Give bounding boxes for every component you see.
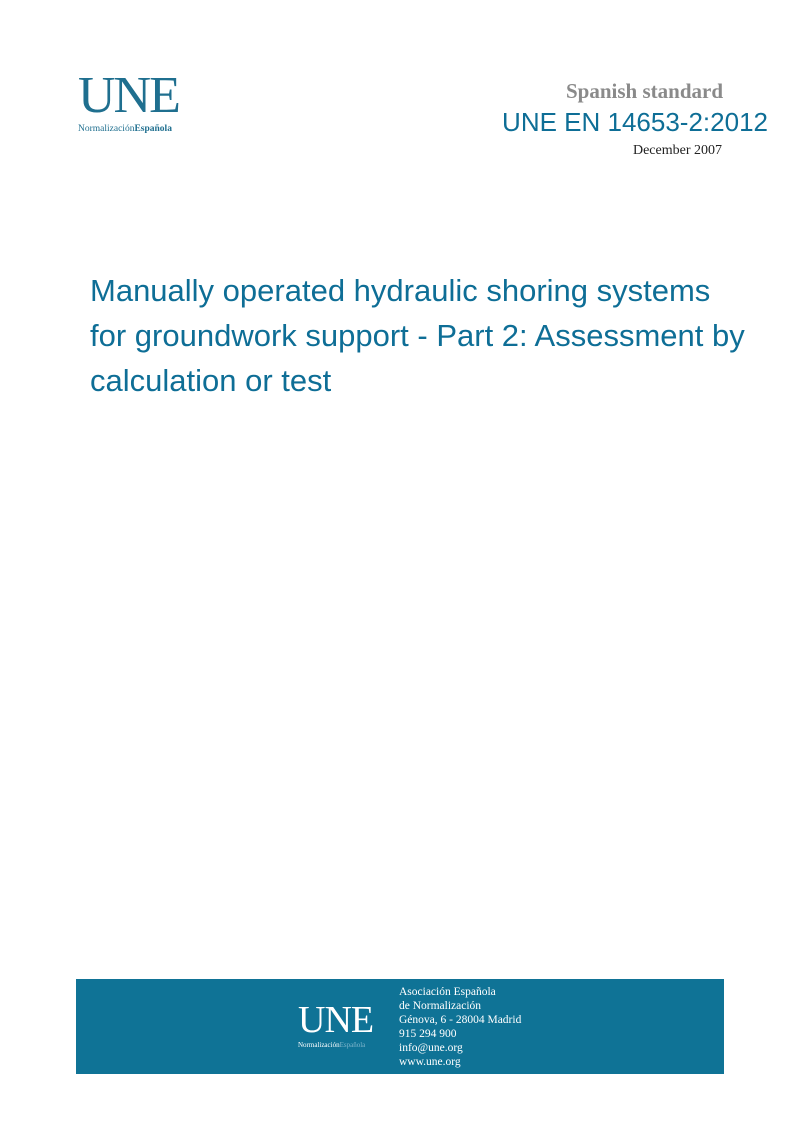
standard-number: UNE EN 14653-2:2012 (502, 107, 768, 137)
une-logo (78, 67, 208, 134)
une-logo-mark: UNE (78, 70, 208, 122)
organization-name-line2: de Normalización (399, 1000, 482, 1012)
publication-date: December 2007 (632, 143, 722, 158)
une-logo-subtitle: NormalizaciónEspañola (78, 124, 172, 134)
organization-email[interactable]: info@une.org (399, 1042, 463, 1054)
document-type: Spanish standard (566, 79, 723, 103)
footer-contact-info (399, 985, 521, 1069)
footer-une-logo-subtitle: NormalizaciónEspañola (298, 1041, 366, 1049)
organization-address: Génova, 6 - 28004 Madrid (399, 1014, 522, 1026)
organization-website[interactable]: www.une.org (399, 1056, 461, 1068)
organization-name-line1: Asociación Española (399, 986, 496, 998)
organization-phone: 915 294 900 (399, 1028, 457, 1040)
footer-une-logo-mark: UNE (298, 1001, 388, 1039)
footer-une-logo (298, 1001, 388, 1049)
document-title: Manually operated hydraulic shoring systems for groundwork support - Part 2: Assessment by calculation or test (90, 273, 745, 398)
footer-band (76, 979, 724, 1074)
